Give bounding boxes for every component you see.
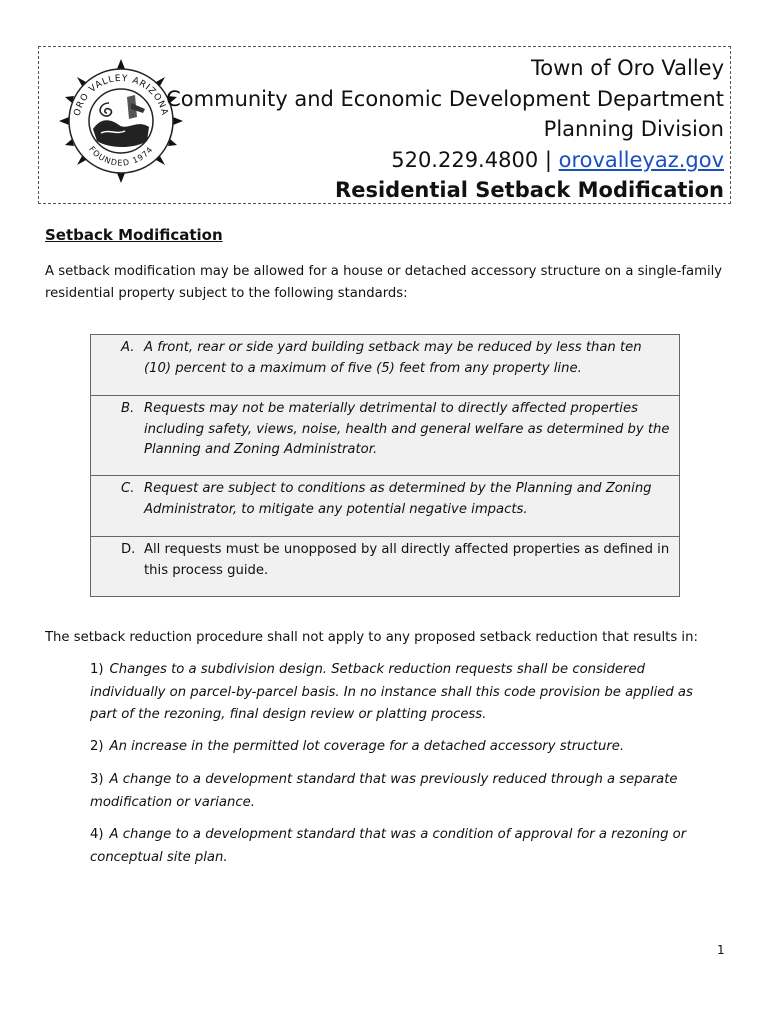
exclusion-item bbox=[90, 736, 720, 759]
exclusion-item bbox=[90, 659, 720, 727]
standard-text: All requests must be unopposed by all directly affected properties as defined in this process guide. bbox=[144, 542, 670, 578]
standard-text: A front, rear or side yard building setback may be reduced by less than ten (10) percent to a maximum of five (5) feet from any property line. bbox=[144, 340, 642, 376]
standard-text: Request are subject to conditions as determined by the Planning and Zoning Administrator, to mitigate any potential negative impacts. bbox=[144, 481, 652, 517]
seal-bottom-text: FOUNDED 1974 bbox=[87, 144, 155, 168]
document-header bbox=[38, 46, 731, 204]
section-intro: A setback modification may be allowed for a house or detached accessory structure on a single-family residential property subject to the following standards: bbox=[45, 264, 723, 301]
exclusion-text: An increase in the permitted lot coverage for a detached accessory structure. bbox=[109, 739, 625, 754]
standard-letter: A. bbox=[121, 340, 135, 355]
procedure-intro: The setback reduction procedure shall not apply to any proposed setback reduction that results in: bbox=[45, 630, 698, 645]
exclusion-number: 1) bbox=[90, 662, 104, 677]
standard-letter: D. bbox=[121, 542, 136, 557]
standard-letter: C. bbox=[121, 481, 135, 496]
department-name: Community and Economic Development Department bbox=[166, 86, 724, 111]
exclusion-number: 2) bbox=[90, 739, 104, 754]
website-link[interactable]: orovalleyaz.gov bbox=[558, 147, 724, 172]
document-title: Residential Setback Modification bbox=[335, 178, 724, 202]
division-name: Planning Division bbox=[543, 117, 724, 141]
contact-line bbox=[166, 145, 724, 176]
page-number: 1 bbox=[717, 943, 725, 957]
seal-top-text: ORO VALLEY ARIZONA bbox=[72, 73, 170, 118]
standard-letter: B. bbox=[121, 401, 135, 416]
exclusion-text: A change to a development standard that was previously reduced through a separate modification or variance. bbox=[90, 772, 678, 810]
phone-number: 520.229.4800 bbox=[391, 147, 539, 172]
standard-row bbox=[91, 537, 679, 596]
exclusion-number: 4) bbox=[90, 827, 104, 842]
standards-table bbox=[90, 334, 680, 597]
standard-row bbox=[91, 476, 679, 537]
section-title: Setback Modification bbox=[45, 226, 223, 244]
exclusion-item bbox=[90, 769, 720, 814]
standard-row bbox=[91, 396, 679, 476]
standard-text: Requests may not be materially detrimental to directly affected properties including safety, views, noise, health and general welfare as determined by the Planning and Zoning Administrator. bbox=[144, 401, 670, 457]
standard-row bbox=[91, 335, 679, 396]
contact-separator: | bbox=[544, 147, 552, 172]
exclusion-text: Changes to a subdivision design. Setback reduction requests shall be considered individually on parcel-by-parcel basis. In no instance shall this code provision be applied as part of the rezoning, final design review or platting process. bbox=[90, 662, 693, 722]
exclusion-item bbox=[90, 824, 720, 869]
org-name: Town of Oro Valley bbox=[530, 56, 724, 80]
exclusion-number: 3) bbox=[90, 772, 104, 787]
exclusion-text: A change to a development standard that was a condition of approval for a rezoning or conceptual site plan. bbox=[90, 827, 687, 865]
